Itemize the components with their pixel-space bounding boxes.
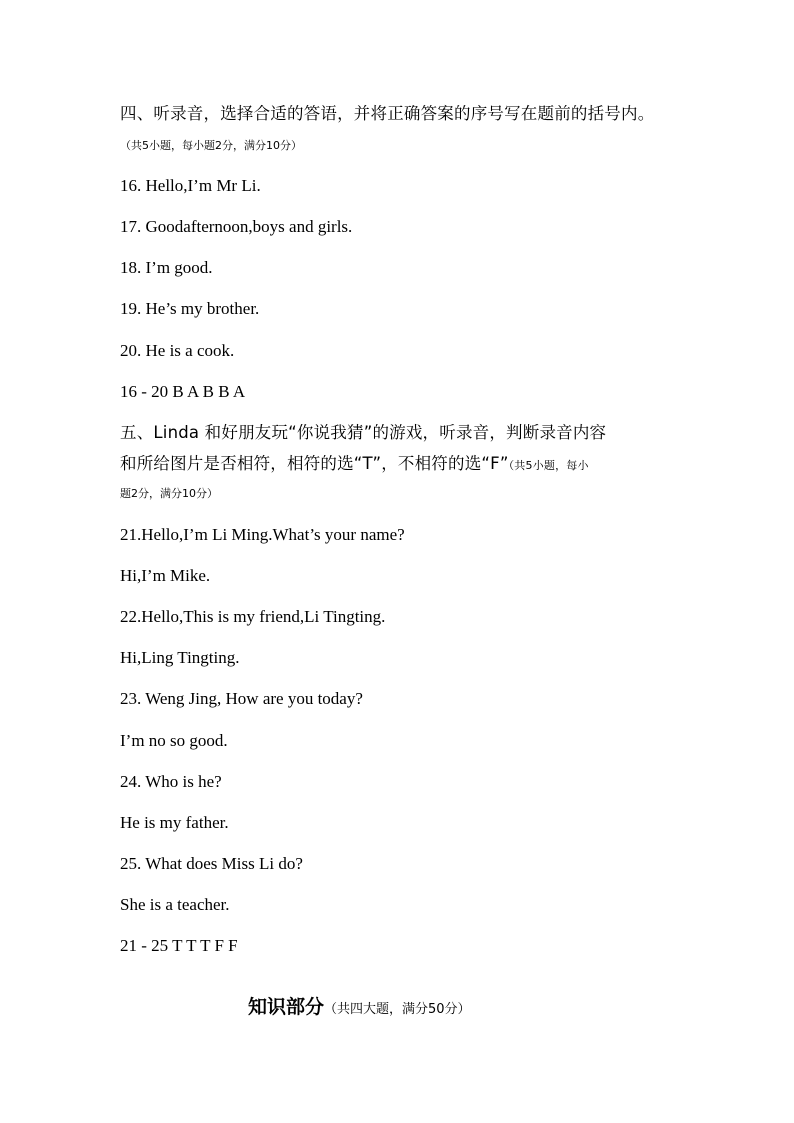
knowledge-note: （共四大题，满分50分） xyxy=(324,1002,471,1017)
section-5-heading-text: 和所给图片是否相符，相符的选“T”，不相符的选“F” xyxy=(120,454,509,473)
dialog-21-reply: Hi,I’m Mike. xyxy=(120,566,211,585)
dialog-25-question: 25. What does Miss Li do? xyxy=(120,854,303,873)
section-5-answer: 21 - 25 T T T F F xyxy=(120,936,238,955)
section-4-heading: 四、听录音，选择合适的答语，并将正确答案的序号写在题前的括号内。 xyxy=(120,104,655,123)
dialog-23-reply: I’m no so good. xyxy=(120,731,228,750)
dialog-25-reply: She is a teacher. xyxy=(120,895,230,914)
dialog-23-question: 23. Weng Jing, How are you today? xyxy=(120,689,363,708)
question-20: 20. He is a cook. xyxy=(120,341,235,360)
section-4-note: （共5小题，每小题2分，满分10分） xyxy=(120,139,302,152)
section-5-heading-line-1: 五、Linda 和好朋友玩“你说我猜”的游戏，听录音，判断录音内容 xyxy=(120,423,607,442)
section-4-answer: 16 - 20 B A B B A xyxy=(120,382,246,401)
knowledge-section-title xyxy=(248,992,471,1019)
question-18: 18. I’m good. xyxy=(120,258,213,277)
section-5-note-part-1: （共5小题，每小 xyxy=(508,459,589,472)
question-17: 17. Goodafternoon,boys and girls. xyxy=(120,217,353,236)
section-5-note-part-2: 题2分，满分10分） xyxy=(120,487,218,500)
dialog-22-question: 22.Hello,This is my friend,Li Tingting. xyxy=(120,607,386,626)
dialog-24-question: 24. Who is he? xyxy=(120,772,222,791)
dialog-21-question: 21.Hello,I’m Li Ming.What’s your name? xyxy=(120,525,405,544)
question-19: 19. He’s my brother. xyxy=(120,299,260,318)
section-5-heading-line-2 xyxy=(120,454,694,476)
question-16: 16. Hello,I’m Mr Li. xyxy=(120,176,261,195)
dialog-22-reply: Hi,Ling Tingting. xyxy=(120,648,240,667)
knowledge-title: 知识部分 xyxy=(248,996,325,1018)
dialog-24-reply: He is my father. xyxy=(120,813,229,832)
